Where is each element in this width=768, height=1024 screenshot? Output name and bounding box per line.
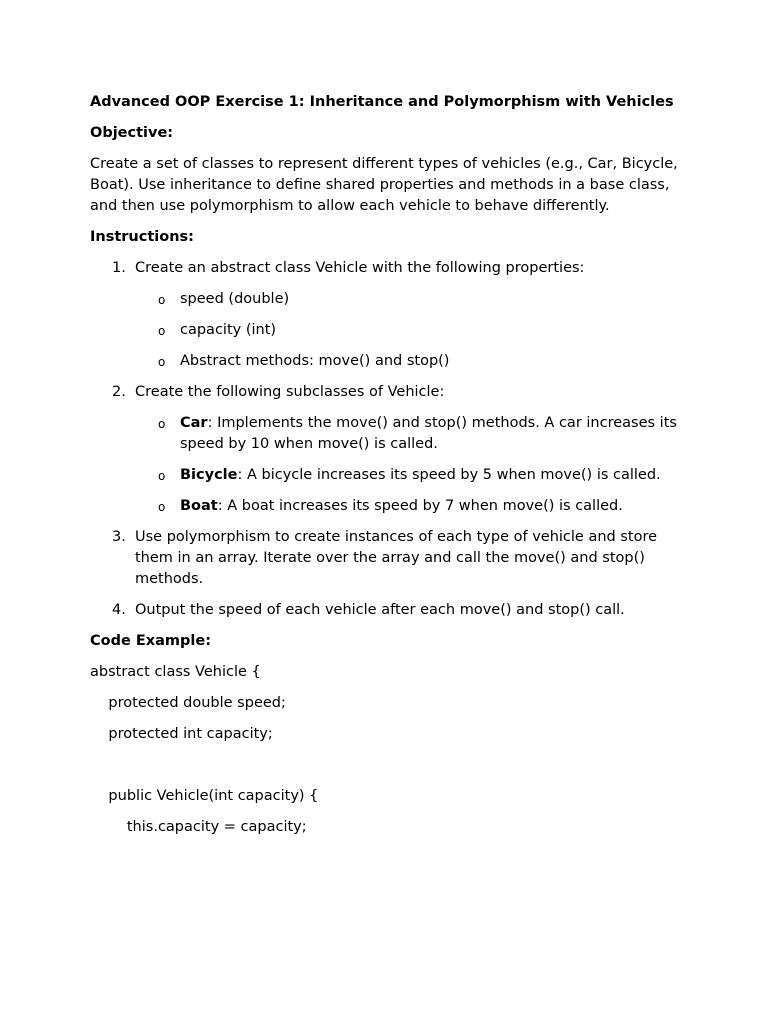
step-number: 3. [112, 529, 126, 545]
objective-text: Create a set of classes to represent different types of vehicles (e.g., Car, Bicycle, Boat). Use inheritance to define shared properties and methods in a base class, and then use polymorphism to allow each vehicle to behave differently. [90, 156, 678, 214]
code-line: protected int capacity; [90, 726, 273, 742]
code-line: this.capacity = capacity; [90, 819, 307, 835]
step-text: Create the following subclasses of Vehicle: [135, 384, 445, 400]
step-number: 1. [112, 260, 126, 276]
subclass-name: Car [180, 415, 208, 431]
instructions-list [90, 258, 680, 621]
list-item-text: : Implements the move() and stop() methods. A car increases its speed by 10 when move() is called. [180, 415, 677, 452]
list-item-text: speed (double) [180, 291, 290, 307]
instruction-step-4 [90, 600, 680, 621]
list-item [90, 320, 680, 341]
document-content [90, 92, 680, 838]
list-item [90, 465, 680, 486]
bullet-icon: o [158, 293, 166, 307]
objective-heading: Objective: [90, 125, 174, 141]
subclass-name: Boat [180, 498, 218, 514]
code-line: protected double speed; [90, 695, 286, 711]
list-item [90, 496, 680, 517]
step-number: 2. [112, 384, 126, 400]
step-1-sublist [90, 289, 680, 372]
step-text: Output the speed of each vehicle after each move() and stop() call. [135, 602, 625, 618]
bullet-icon: o [158, 500, 166, 514]
document-title: Advanced OOP Exercise 1: Inheritance and Polymorphism with Vehicles [90, 94, 674, 110]
instruction-step-2 [90, 382, 680, 403]
instruction-step-1 [90, 258, 680, 279]
bullet-icon: o [158, 324, 166, 338]
instructions-heading: Instructions: [90, 229, 194, 245]
list-item [90, 289, 680, 310]
code-block [90, 662, 680, 838]
list-item-text: : A bicycle increases its speed by 5 when move() is called. [237, 467, 661, 483]
step-text: Use polymorphism to create instances of each type of vehicle and store them in an array. Iterate over the array and call the move() and stop() methods. [135, 529, 658, 587]
bullet-icon: o [158, 417, 166, 431]
bullet-icon: o [158, 355, 166, 369]
step-2-sublist [90, 413, 680, 517]
list-item-text: : A boat increases its speed by 7 when move() is called. [217, 498, 623, 514]
instruction-step-3 [90, 527, 680, 590]
step-text: Create an abstract class Vehicle with the following properties: [135, 260, 585, 276]
list-item [90, 351, 680, 372]
list-item-text: Abstract methods: move() and stop() [180, 353, 450, 369]
bullet-icon: o [158, 469, 166, 483]
step-number: 4. [112, 602, 126, 618]
subclass-name: Bicycle [180, 467, 238, 483]
list-item [90, 413, 680, 455]
code-line-blank [90, 755, 680, 776]
code-line: abstract class Vehicle { [90, 664, 261, 680]
code-example-heading: Code Example: [90, 633, 211, 649]
list-item-text: capacity (int) [180, 322, 277, 338]
code-line: public Vehicle(int capacity) { [90, 788, 319, 804]
